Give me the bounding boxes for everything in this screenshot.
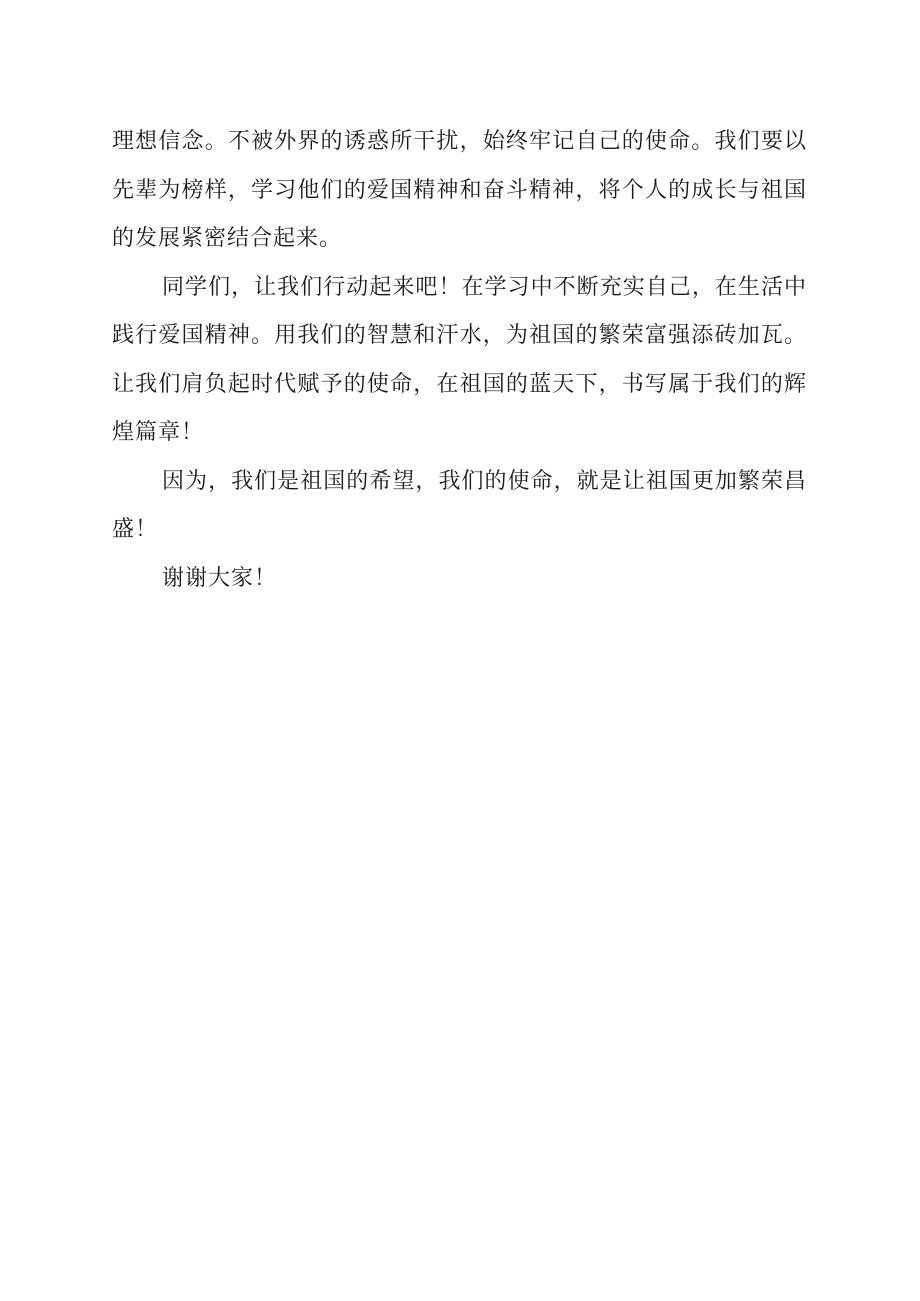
closing-line: 谢谢大家！	[162, 565, 278, 591]
paragraph-4	[112, 555, 807, 604]
paragraph-line: 让我们肩负起时代赋予的使命，在祖国的蓝天下，书写属于我们的辉	[112, 371, 807, 397]
paragraph-line: 理想信念。不被外界的诱惑所干扰，始终牢记自己的使命。我们要以	[112, 129, 807, 154]
paragraph-1	[112, 118, 807, 264]
paragraph-2	[112, 264, 807, 458]
paragraph-line: 的发展紧密结合起来。	[112, 226, 343, 251]
paragraph-line: 煌篇章！	[112, 420, 205, 445]
paragraph-3	[112, 458, 807, 555]
paragraph-line: 因为，我们是祖国的希望，我们的使命，就是让祖国更加繁荣昌	[162, 468, 807, 494]
paragraph-line: 盛！	[112, 517, 159, 542]
document-body	[112, 118, 807, 603]
paragraph-line: 同学们，让我们行动起来吧！在学习中不断充实自己，在生活中	[162, 274, 807, 300]
paragraph-line: 践行爱国精神。用我们的智慧和汗水，为祖国的繁荣富强添砖加瓦。	[112, 323, 807, 348]
paragraph-line: 先辈为榜样，学习他们的爱国精神和奋斗精神，将个人的成长与祖国	[112, 177, 807, 203]
